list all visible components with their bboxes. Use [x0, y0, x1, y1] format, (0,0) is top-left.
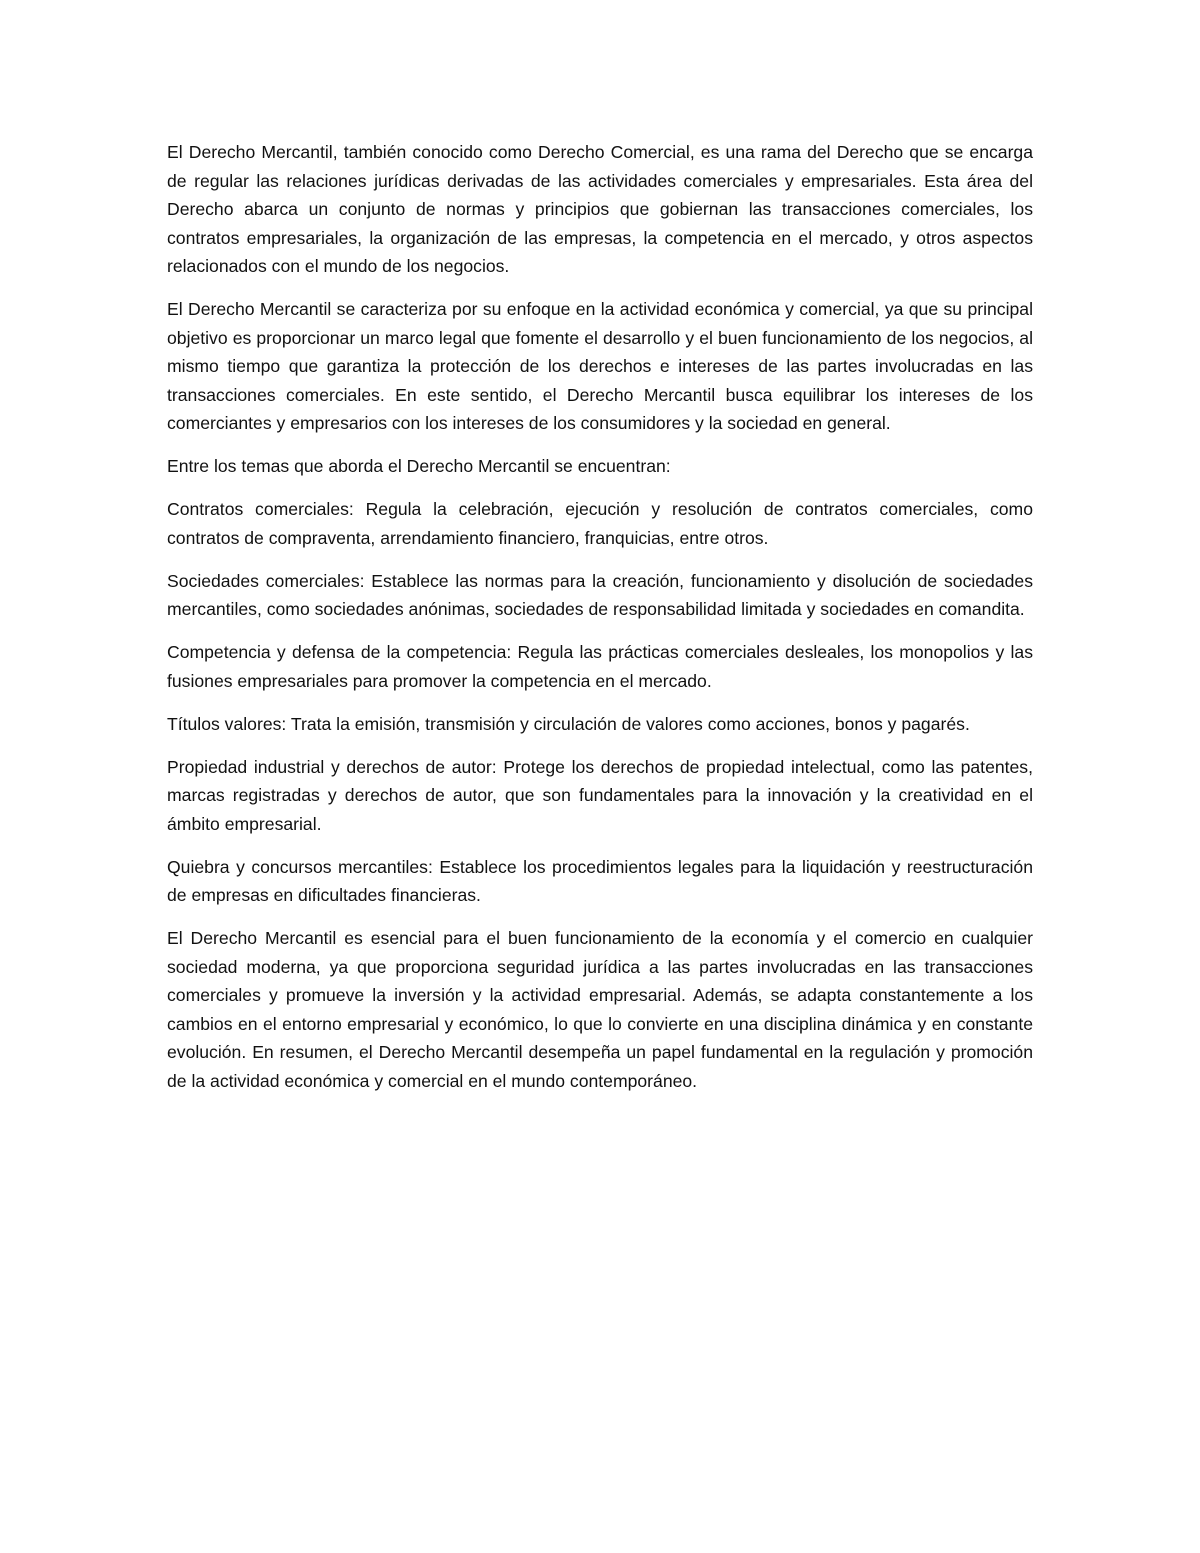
- paragraph-intro: El Derecho Mercantil, también conocido como Derecho Comercial, es una rama del Derecho que se encarga de regular las relaciones jurídicas derivadas de las actividades comerciales y empresariales. Esta área del Derecho abarca un conjunto de normas y principios que gobiernan las transacciones comerciales, los contratos empresariales, la organización de las empresas, la competencia en el mercado, y otros aspectos relacionados con el mundo de los negocios.: [167, 142, 1033, 276]
- paragraph-sociedades-comerciales: Sociedades comerciales: Establece las normas para la creación, funcionamiento y disolución de sociedades mercantiles, como sociedades anónimas, sociedades de responsabilidad limitada y sociedades en comandita.: [167, 570, 1033, 619]
- paragraph-conclusion: El Derecho Mercantil es esencial para el buen funcionamiento de la economía y el comercio en cualquier sociedad moderna, ya que proporciona seguridad jurídica a las partes involucradas en las transacciones comerciales y promueve la inversión y la actividad empresarial. Además, se adapta constantemente a los cambios en el entorno empresarial y económico, lo que lo convierte en una disciplina dinámica y en constante evolución. En resumen, el Derecho Mercantil desempeña un papel fundamental en la regulación y promoción de la actividad económica y comercial en el mundo contemporáneo.: [167, 928, 1033, 1091]
- paragraph-characteristics: El Derecho Mercantil se caracteriza por su enfoque en la actividad económica y comercial, ya que su principal objetivo es proporcionar un marco legal que fomente el desarrollo y el buen funcionamiento de los negocios, al mismo tiempo que garantiza la protección de los derechos e intereses de las partes involucradas en las transacciones comerciales. En este sentido, el Derecho Mercantil busca equilibrar los intereses de los comerciantes y empresarios con los intereses de los consumidores y la sociedad en general.: [167, 299, 1033, 433]
- paragraph-titulos-valores: Títulos valores: Trata la emisión, transmisión y circulación de valores como acciones, bonos y pagarés.: [167, 713, 970, 734]
- paragraph-competencia: Competencia y defensa de la competencia: Regula las prácticas comerciales desleales, los monopolios y las fusiones empresariales para promover la competencia en el mercado.: [167, 642, 1033, 691]
- document-body: [167, 138, 1033, 1110]
- paragraph-quiebra: Quiebra y concursos mercantiles: Establece los procedimientos legales para la liquidación y reestructuración de empresas en dificultades financieras.: [167, 856, 1033, 905]
- paragraph-contratos-comerciales: Contratos comerciales: Regula la celebración, ejecución y resolución de contratos comerciales, como contratos de compraventa, arrendamiento financiero, franquicias, entre otros.: [167, 499, 1033, 548]
- paragraph-topics-intro: Entre los temas que aborda el Derecho Mercantil se encuentran:: [167, 456, 671, 476]
- paragraph-propiedad-industrial: Propiedad industrial y derechos de autor: Protege los derechos de propiedad intelectual, como las patentes, marcas registradas y derechos de autor, que son fundamentales para la innovación y la creatividad en el ámbito empresarial.: [167, 756, 1033, 834]
